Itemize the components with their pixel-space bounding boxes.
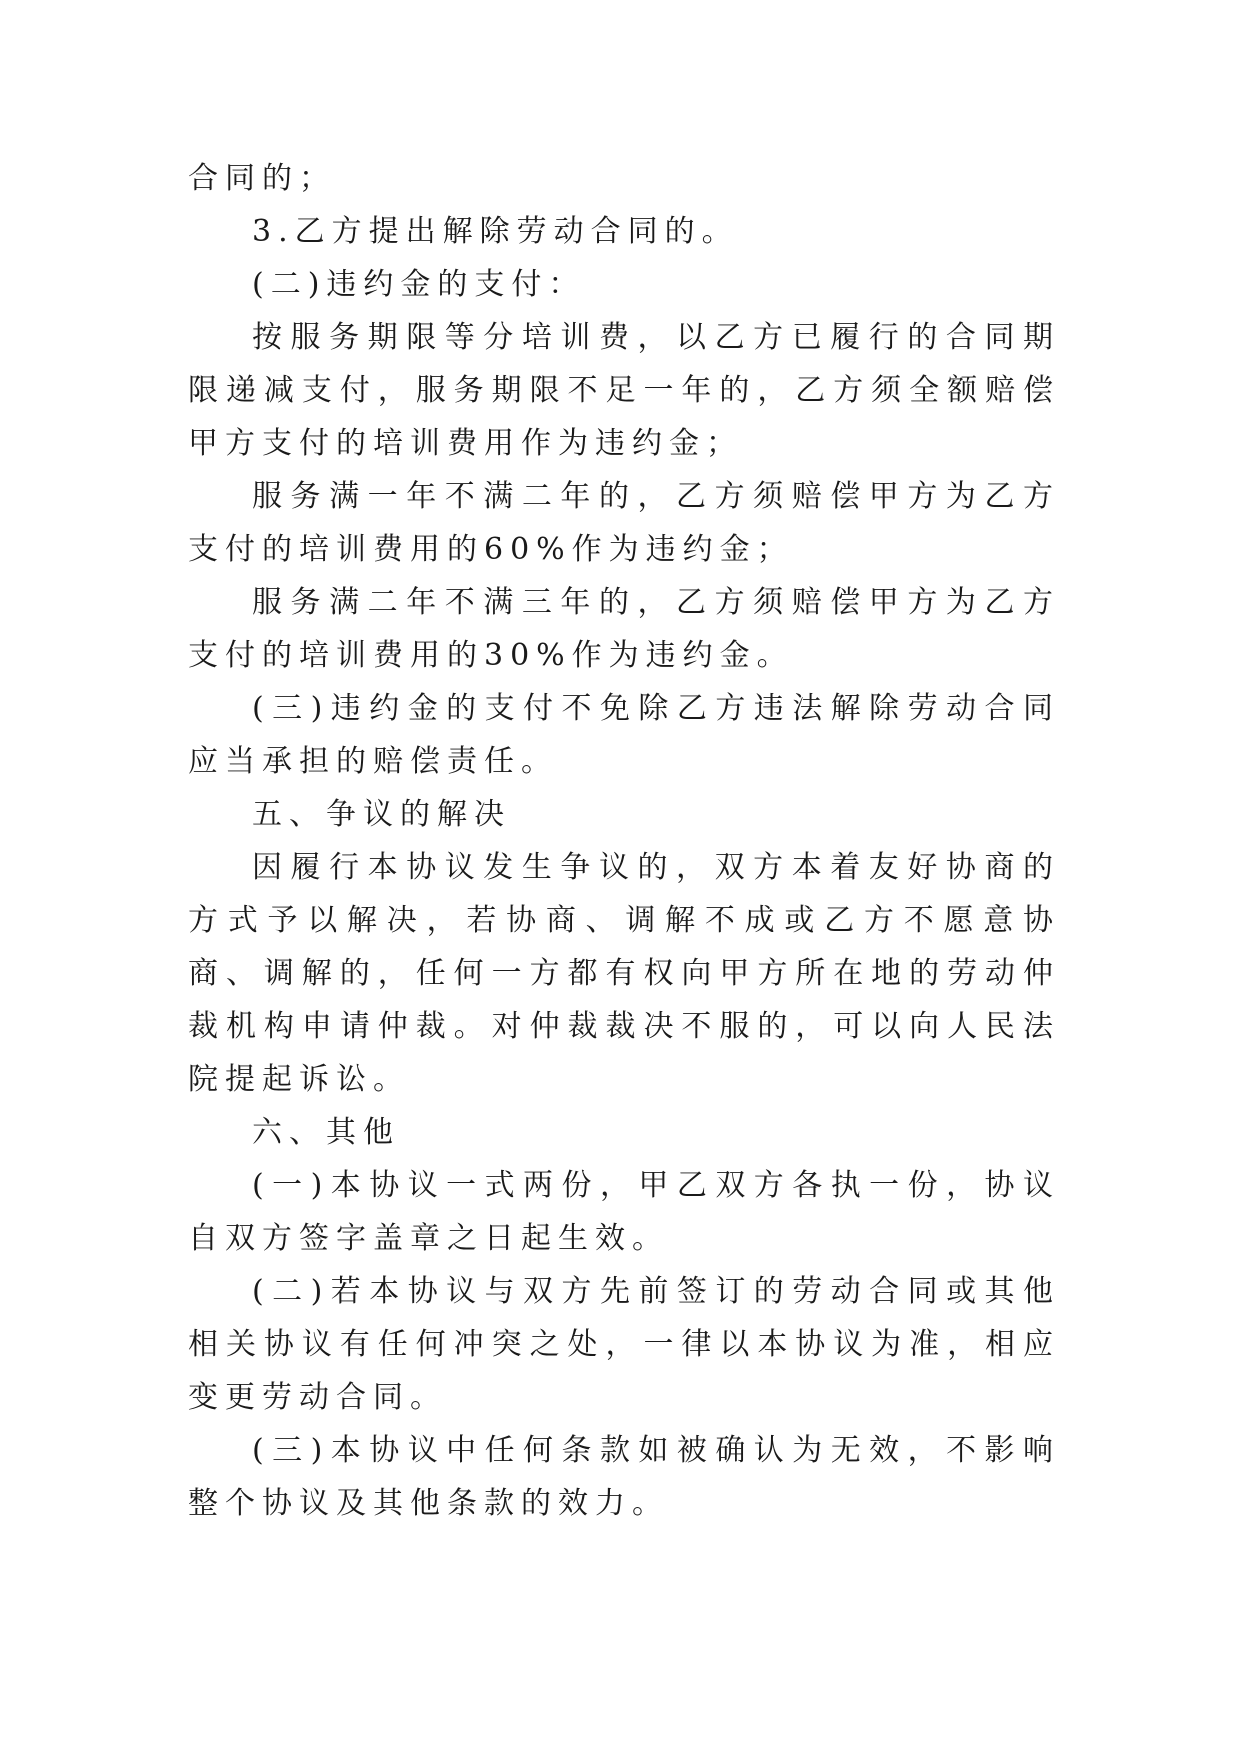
paragraph-contract-continued: 合同的； — [188, 161, 336, 196]
paragraph-other-1: (一)本协议一式两份，甲乙双方各执一份，协议自双方签字盖章之日起生效。 — [188, 1168, 1060, 1256]
paragraph-penalty-liability: (三)违约金的支付不免除乙方违法解除劳动合同应当承担的赔偿责任。 — [188, 691, 1060, 779]
paragraph-other-2: (二)若本协议与双方先前签订的劳动合同或其他相关协议有任何冲突之处，一律以本协议为准，相应变更劳动合同。 — [188, 1274, 1060, 1415]
document-body — [188, 152, 1060, 1530]
paragraph-penalty-full: 按服务期限等分培训费，以乙方已履行的合同期限递减支付，服务期限不足一年的，乙方须全额赔偿甲方支付的培训费用作为违约金； — [188, 320, 1060, 461]
paragraph-dispute-resolution: 因履行本协议发生争议的，双方本着友好协商的方式予以解决，若协商、调解不成或乙方不愿意协商、调解的，任何一方都有权向甲方所在地的劳动仲裁机构申请仲裁。对仲裁裁决不服的，可以向人民法院提起诉讼。 — [188, 850, 1060, 1097]
paragraph-other-3: (三)本协议中任何条款如被确认为无效，不影响整个协议及其他条款的效力。 — [188, 1433, 1060, 1521]
section-heading-dispute: 五、争议的解决 — [252, 797, 511, 832]
section-heading-other: 六、其他 — [252, 1115, 400, 1150]
paragraph-penalty-payment-heading: (二)违约金的支付： — [252, 267, 586, 302]
paragraph-clause-3: 3.乙方提出解除劳动合同的。 — [252, 214, 739, 249]
paragraph-penalty-60: 服务满一年不满二年的，乙方须赔偿甲方为乙方支付的培训费用的60%作为违约金； — [188, 479, 1060, 567]
paragraph-penalty-30: 服务满二年不满三年的，乙方须赔偿甲方为乙方支付的培训费用的30%作为违约金。 — [188, 585, 1060, 673]
